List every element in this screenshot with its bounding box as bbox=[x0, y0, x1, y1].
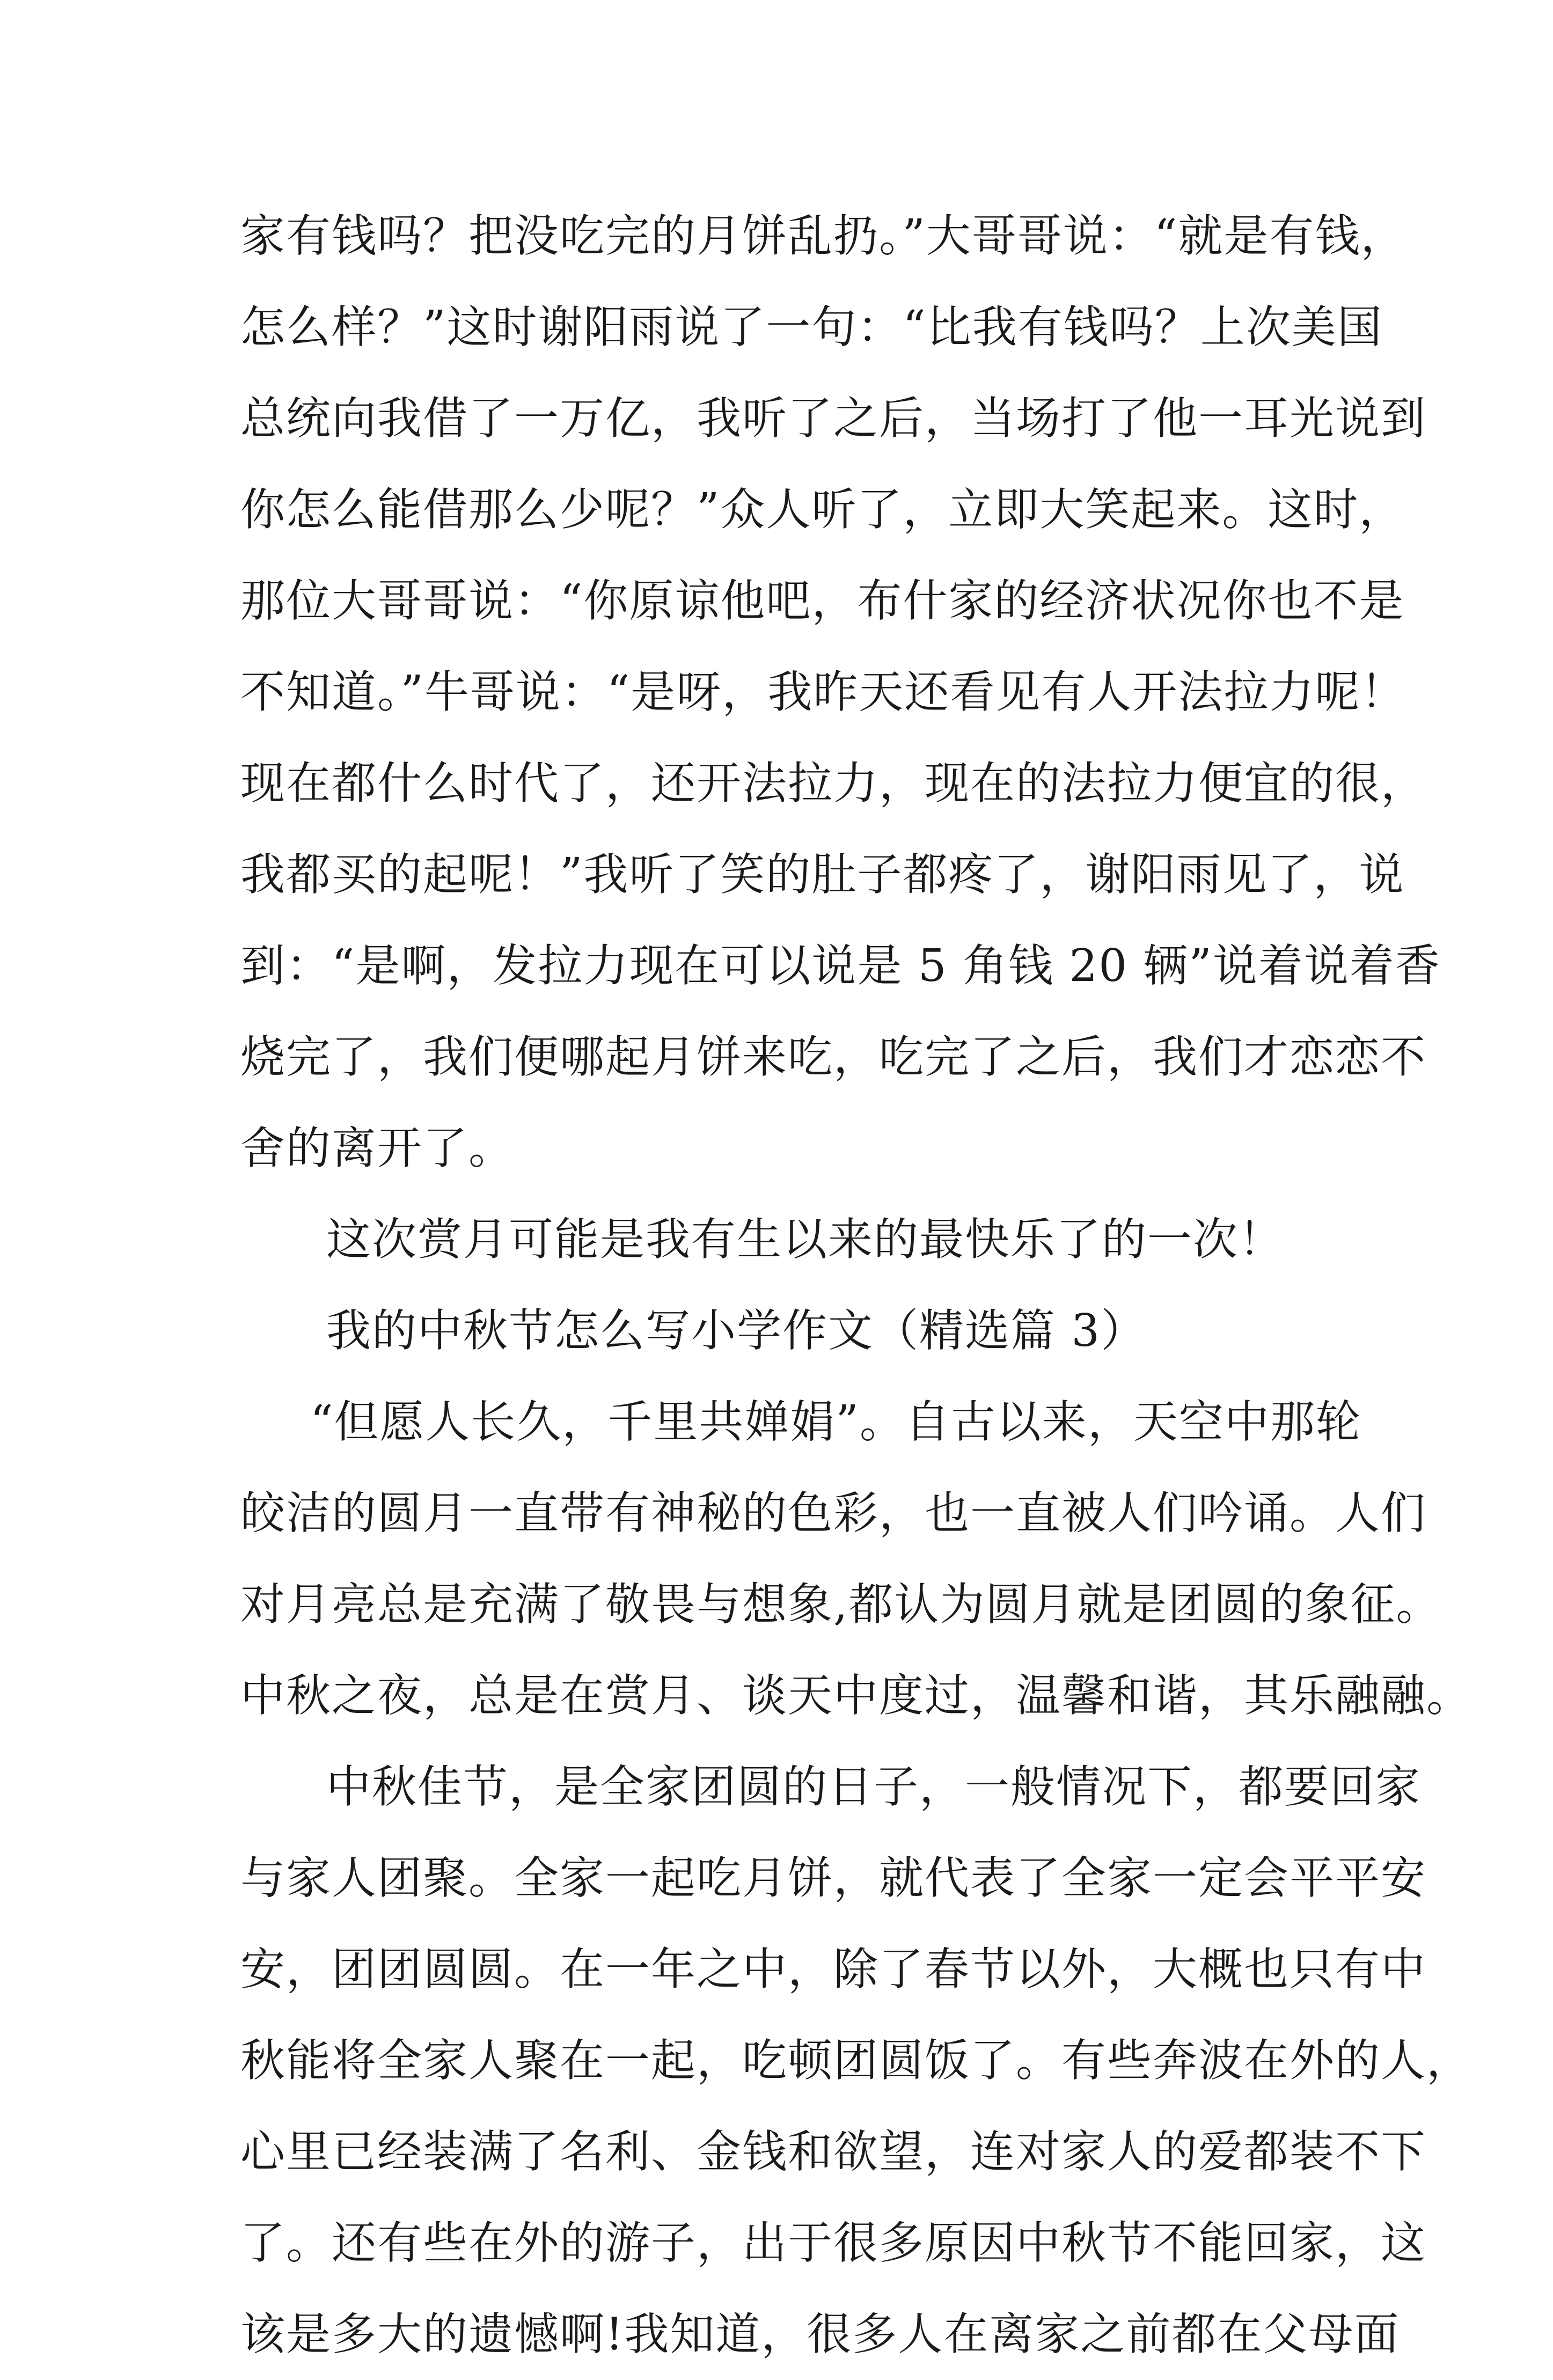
text-line: 舍的离开了。 bbox=[240, 1122, 514, 1174]
text-line: 你怎么能借那么少呢？”众人听了，立即大笑起来。这时， bbox=[240, 484, 1405, 536]
text-line: “但愿人长久，千里共婵娟”。自古以来，天空中那轮 bbox=[310, 1396, 1361, 1448]
text-line: 该是多大的遗憾啊!我知道，很多人在离家之前都在父母面 bbox=[240, 2308, 1400, 2360]
text-line: 不知道。”牛哥说：“是呀，我昨天还看见有人开法拉力呢！ bbox=[240, 666, 1407, 718]
text-line: 与家人团聚。全家一起吃月饼，就代表了全家一定会平平安 bbox=[240, 1852, 1426, 1904]
text-line: 我都买的起呢！”我听了笑的肚子都疼了，谢阳雨见了，说 bbox=[240, 848, 1405, 900]
text-line: 了。还有些在外的游子，出于很多原因中秋节不能回家，这 bbox=[240, 2217, 1426, 2269]
text-line: 心里已经装满了名利、金钱和欲望，连对家人的爱都装不下 bbox=[240, 2126, 1426, 2178]
text-line: 到：“是啊，发拉力现在可以说是 5 角钱 20 辆”说着说着香 bbox=[240, 940, 1441, 992]
text-line: 中秋之夜，总是在赏月、谈天中度过，温馨和谐，其乐融融。 bbox=[240, 1669, 1472, 1722]
text-line: 皎洁的圆月一直带有神秘的色彩，也一直被人们吟诵。人们 bbox=[240, 1487, 1426, 1539]
text-line: 怎么样？”这时谢阳雨说了一句：“比我有钱吗？上次美国 bbox=[240, 301, 1383, 353]
text-line: 总统向我借了一万亿，我听了之后，当场打了他一耳光说到 bbox=[240, 392, 1426, 444]
text-line: 安，团团圆圆。在一年之中，除了春节以外，大概也只有中 bbox=[240, 1943, 1426, 1995]
text-line: 秋能将全家人聚在一起，吃顿团圆饭了。有些奔波在外的人， bbox=[240, 2034, 1472, 2086]
text-line: 中秋佳节，是全家团圆的日子，一般情况下，都要回家 bbox=[326, 1761, 1421, 1813]
text-line: 那位大哥哥说：“你原谅他吧，布什家的经济状况你也不是 bbox=[240, 575, 1405, 627]
body-text bbox=[240, 191, 1472, 2380]
text-line: 家有钱吗？把没吃完的月饼乱扔。”大哥哥说：“就是有钱， bbox=[240, 210, 1407, 262]
text-line: 烧完了，我们便哪起月饼来吃，吃完了之后，我们才恋恋不 bbox=[240, 1031, 1426, 1083]
section-heading: 我的中秋节怎么写小学作文（精选篇 3） bbox=[326, 1305, 1147, 1357]
text-line: 现在都什么时代了，还开法拉力，现在的法拉力便宜的很， bbox=[240, 757, 1426, 809]
text-line: 这次赏月可能是我有生以来的最快乐了的一次！ bbox=[326, 1213, 1284, 1265]
text-line: 对月亮总是充满了敬畏与想象,都认为圆月就是团圆的象征。 bbox=[240, 1578, 1442, 1630]
